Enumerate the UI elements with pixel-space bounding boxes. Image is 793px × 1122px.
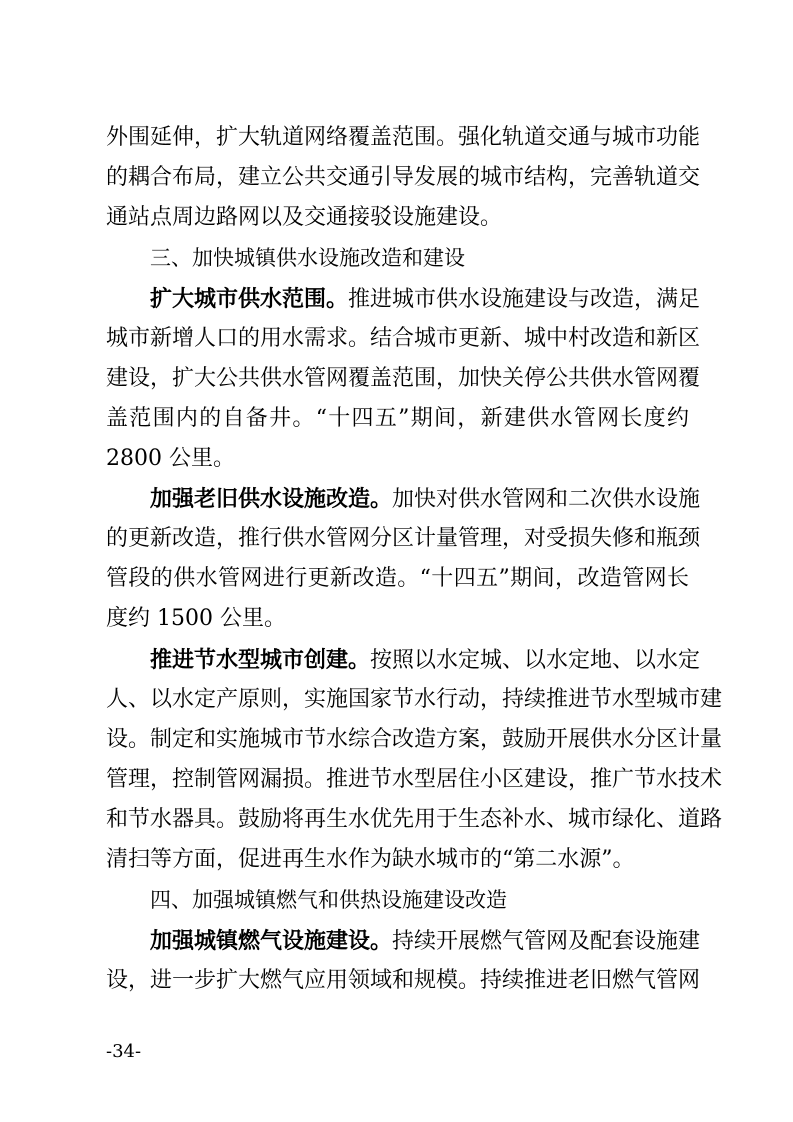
body-line: 和节水器具。鼓励将再生水优先用于生态补水、城市绿化、道路 [106,807,723,832]
paragraph-lead: 加强老旧供水设施改造。 [150,486,393,512]
body-line: 2800 公里。 [106,446,235,471]
body-line: 城市新增人口的用水需求。结合城市更新、城中村改造和新区 [106,326,701,351]
paragraph-lead: 推进节水型城市创建。 [150,647,371,673]
body-line: 的更新改造，推行供水管网分区计量管理，对受损失修和瓶颈 [106,526,701,551]
body-line: 管段的供水管网进行更新改造。“十四五”期间，改造管网长 [106,566,689,591]
body-line: 盖范围内的自备井。“十四五”期间，新建供水管网长度约 [106,406,689,431]
body-line: 清扫等方面，促进再生水作为缺水城市的“第二水源”。 [106,847,635,872]
body-line: 人、以水定产原则，实施国家节水行动，持续推进节水型城市建 [106,687,723,712]
paragraph-text: 按照以水定城、以水定地、以水定 [370,648,701,673]
body-line: 设。制定和实施城市节水综合改造方案，鼓励开展供水分区计量 [106,727,723,752]
paragraph-text: 加快对供水管网和二次供水设施 [392,487,701,512]
body-line: 通站点周边路网以及交通接驳设施建设。 [106,205,503,230]
body-line: 的耦合布局，建立公共交通引导发展的城市结构，完善轨道交 [106,165,701,190]
paragraph-lead: 扩大城市供水范围。 [150,286,349,312]
paragraph-first-line [150,645,701,676]
paragraph-text: 持续开展燃气管网及配套设施建 [392,929,701,954]
body-line: 建设，扩大公共供水管网覆盖范围，加快关停公共供水管网覆 [106,366,701,391]
page-number: -34- [106,1041,142,1062]
body-line: 外围延伸，扩大轨道网络覆盖范围。强化轨道交通与城市功能 [106,125,701,150]
paragraph-first-line [150,484,701,515]
paragraph-first-line [150,926,701,957]
paragraph-first-line [150,284,701,315]
paragraph-text: 推进城市供水设施建设与改造，满足 [348,287,701,312]
body-line: 设，进一步扩大燃气应用领域和规模。持续推进老旧燃气管网 [106,968,701,993]
section-heading: 三、加快城镇供水设施改造和建设 [150,246,465,270]
body-line: 度约 1500 公里。 [106,606,286,631]
body-line: 管理，控制管网漏损。推进节水型居住小区建设，推广节水技术 [106,767,723,792]
paragraph-lead: 加强城镇燃气设施建设。 [150,928,393,954]
section-heading: 四、加强城镇燃气和供热设施建设改造 [150,888,507,912]
